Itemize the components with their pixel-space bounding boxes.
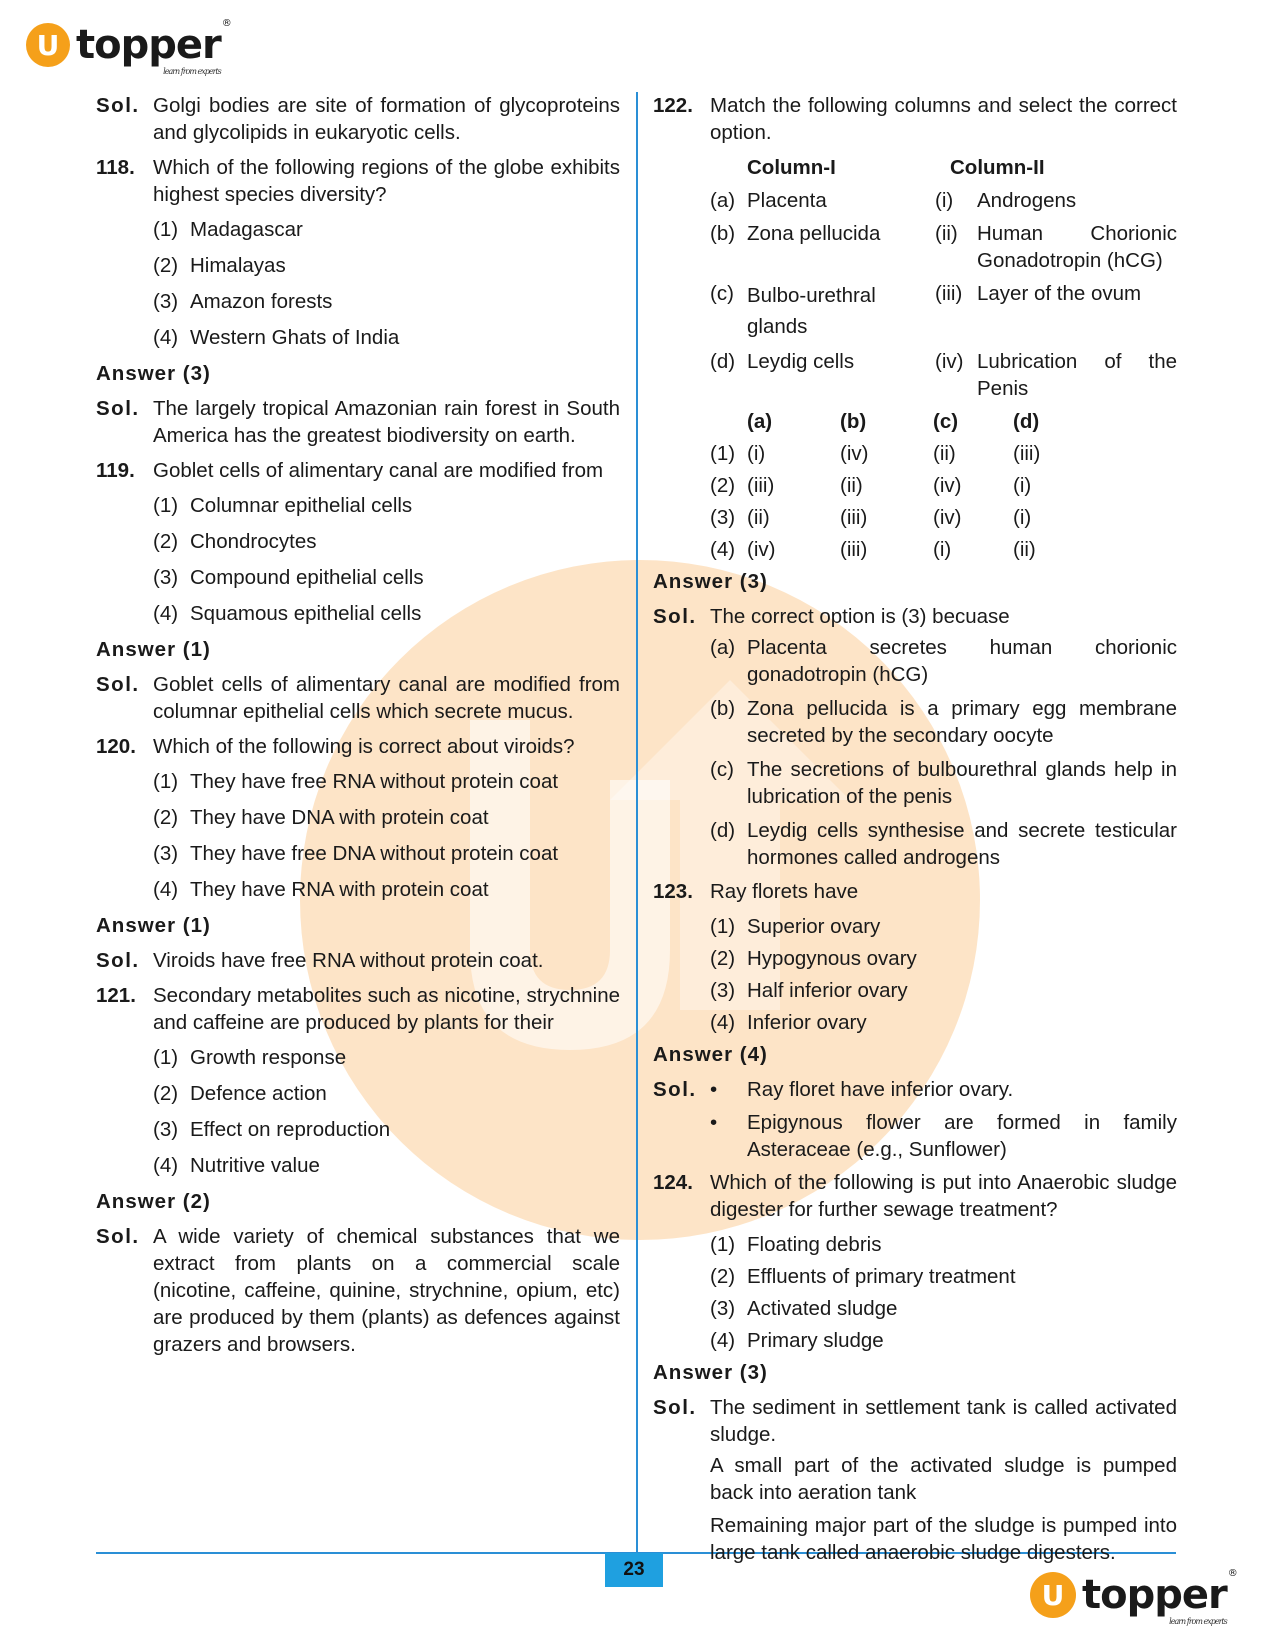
logo-tagline: learn from experts xyxy=(163,67,221,76)
answer-122: Answer (3) xyxy=(653,570,768,593)
solution-120: Sol. Viroids have free RNA without protein coat. xyxy=(96,949,544,972)
option-4: (4) Inferior ovary xyxy=(710,1011,867,1034)
question-123: 123. Ray florets have xyxy=(653,880,859,903)
option-3: (3) Half inferior ovary xyxy=(710,979,908,1002)
option-grid-header: (a) (b) (c) (d) xyxy=(747,410,1040,433)
logo-registered-mark: ® xyxy=(1227,1568,1237,1579)
solution-item: (a) Placenta secretes human chorionic gonadotropin (hCG) xyxy=(710,636,1177,686)
solution-119: Sol. Goblet cells of alimentary canal are modified from columnar epithelial cells which secrete mucus. xyxy=(96,673,620,723)
column-divider xyxy=(636,92,638,1552)
question-number: 118. xyxy=(96,156,135,179)
option-1: (1) Columnar epithelial cells xyxy=(153,494,413,517)
logo-tagline: learn from experts xyxy=(1169,1617,1227,1626)
match-row: (b) Zona pellucida (ii) Human Chorionic Gonadotropin (hCG) xyxy=(710,222,1177,272)
solution-paragraph: A small part of the activated sludge is pumped back into aeration tank xyxy=(710,1454,1177,1504)
logo-registered-mark: ® xyxy=(221,18,231,29)
sol-text: Golgi bodies are site of formation of glycoproteins and glycolipids in eukaryotic cells. xyxy=(153,94,620,144)
question-118 xyxy=(96,154,620,208)
match-row: (a) Placenta (i) Androgens xyxy=(710,189,1077,212)
match-row: (d) Leydig cells (iv) Lubrication of the Penis xyxy=(710,350,1177,400)
option-2: (2) Hypogynous ovary xyxy=(710,947,917,970)
logo-u-icon: U xyxy=(26,23,70,67)
answer-120: Answer (1) xyxy=(96,914,211,937)
option-grid-row: (3) (ii) (iii) (iv) (i) xyxy=(710,506,1032,529)
match-header xyxy=(710,154,1177,181)
answer-118: Answer (3) xyxy=(96,362,211,385)
solution-124: Sol. The sediment in settlement tank is called activated sludge. xyxy=(653,1396,1177,1446)
option-1: (1) Floating debris xyxy=(710,1233,882,1256)
question-120: 120. Which of the following is correct about viroids? xyxy=(96,735,575,758)
header-logo xyxy=(26,18,231,76)
solution-paragraph: Remaining major part of the sludge is pumped into large tank called anaerobic sludge digesters. xyxy=(710,1514,1177,1564)
solution-121: Sol. A wide variety of chemical substances that we extract from plants on a commercial scale (nicotine, caffeine, quinine, strychnine, opium, etc) are produced by them (plants) as defences against grazers and browsers. xyxy=(96,1225,620,1356)
question-121: 121. Secondary metabolites such as nicotine, strychnine and caffeine are produced by plants for their xyxy=(96,984,620,1034)
solution-item: (c) The secretions of bulbourethral glands help in lubrication of the penis xyxy=(710,758,1177,808)
option-2: (2) Defence action xyxy=(153,1082,327,1105)
answer-121: Answer (2) xyxy=(96,1190,211,1213)
bullet-icon: • xyxy=(710,1078,718,1101)
option-grid-row: (2) (iii) (ii) (iv) (i) xyxy=(710,474,1032,497)
solution-117 xyxy=(96,92,620,146)
option-2: (2) They have DNA with protein coat xyxy=(153,806,489,829)
option-2: (2) Effluents of primary treatment xyxy=(710,1265,1016,1288)
column-2-heading: Column-II xyxy=(950,156,1045,179)
solution-bullet: Sol. • Ray floret have inferior ovary. xyxy=(653,1078,1014,1101)
option-4: (4) Western Ghats of India xyxy=(153,326,400,349)
solution-item: (b) Zona pellucida is a primary egg membrane secreted by the secondary oocyte xyxy=(710,697,1177,747)
question-124: 124. Which of the following is put into Anaerobic sludge digester for further sewage treatment? xyxy=(653,1171,1177,1221)
solution-bullet: • Epigynous flower are formed in family Asteraceae (e.g., Sunflower) xyxy=(710,1111,1177,1161)
column-1-heading: Column-I xyxy=(747,156,836,179)
answer-123: Answer (4) xyxy=(653,1043,768,1066)
right-column xyxy=(653,92,1177,1572)
logo-wordmark: topper ® learn from experts xyxy=(1082,1568,1237,1626)
option-3: (3) Compound epithelial cells xyxy=(153,566,424,589)
option-2: (2) Himalayas xyxy=(153,254,286,277)
option-4: (4) Squamous epithelial cells xyxy=(153,602,422,625)
solution-122: Sol. The correct option is (3) becuase xyxy=(653,605,1010,628)
answer-119: Answer (1) xyxy=(96,638,211,661)
option-1: (1) Growth response xyxy=(153,1046,347,1069)
question-119: 119. Goblet cells of alimentary canal are modified from xyxy=(96,459,604,482)
solution-118: Sol. The largely tropical Amazonian rain forest in South America has the greatest biodiversity on earth. xyxy=(96,397,620,447)
option-3: (3) Amazon forests xyxy=(153,290,333,313)
option-4: (4) Nutritive value xyxy=(153,1154,320,1177)
page-number: 23 xyxy=(605,1553,663,1587)
option-3: (3) Effect on reproduction xyxy=(153,1118,391,1141)
option-1: (1) They have free RNA without protein coat xyxy=(153,770,559,793)
question-text: Which of the following regions of the globe exhibits highest species diversity? xyxy=(153,156,620,206)
option-4: (4) Primary sludge xyxy=(710,1329,884,1352)
option-grid-row: (1) (i) (iv) (ii) (iii) xyxy=(710,442,1041,465)
bullet-icon: • xyxy=(710,1111,718,1134)
option-1: (1) Madagascar xyxy=(153,218,303,241)
option-1: (1) Superior ovary xyxy=(710,915,881,938)
logo-wordmark: topper ® learn from experts xyxy=(76,18,231,76)
question-122: 122. Match the following columns and select the correct option. xyxy=(653,94,1177,144)
option-4: (4) They have RNA with protein coat xyxy=(153,878,489,901)
left-column xyxy=(96,92,620,1366)
option-3: (3) They have free DNA without protein coat xyxy=(153,842,559,865)
sol-label: Sol. xyxy=(96,94,140,117)
option-grid-row: (4) (iv) (iii) (i) (ii) xyxy=(710,538,1036,561)
match-row: (c) Bulbo-urethral glands (iii) Layer of the ovum xyxy=(710,282,1142,338)
solution-item: (d) Leydig cells synthesise and secrete testicular hormones called androgens xyxy=(710,819,1177,869)
option-2: (2) Chondrocytes xyxy=(153,530,317,553)
option-3: (3) Activated sludge xyxy=(710,1297,898,1320)
footer-logo xyxy=(1030,1568,1237,1626)
answer-124: Answer (3) xyxy=(653,1361,768,1384)
logo-u-icon: U xyxy=(1030,1572,1076,1618)
